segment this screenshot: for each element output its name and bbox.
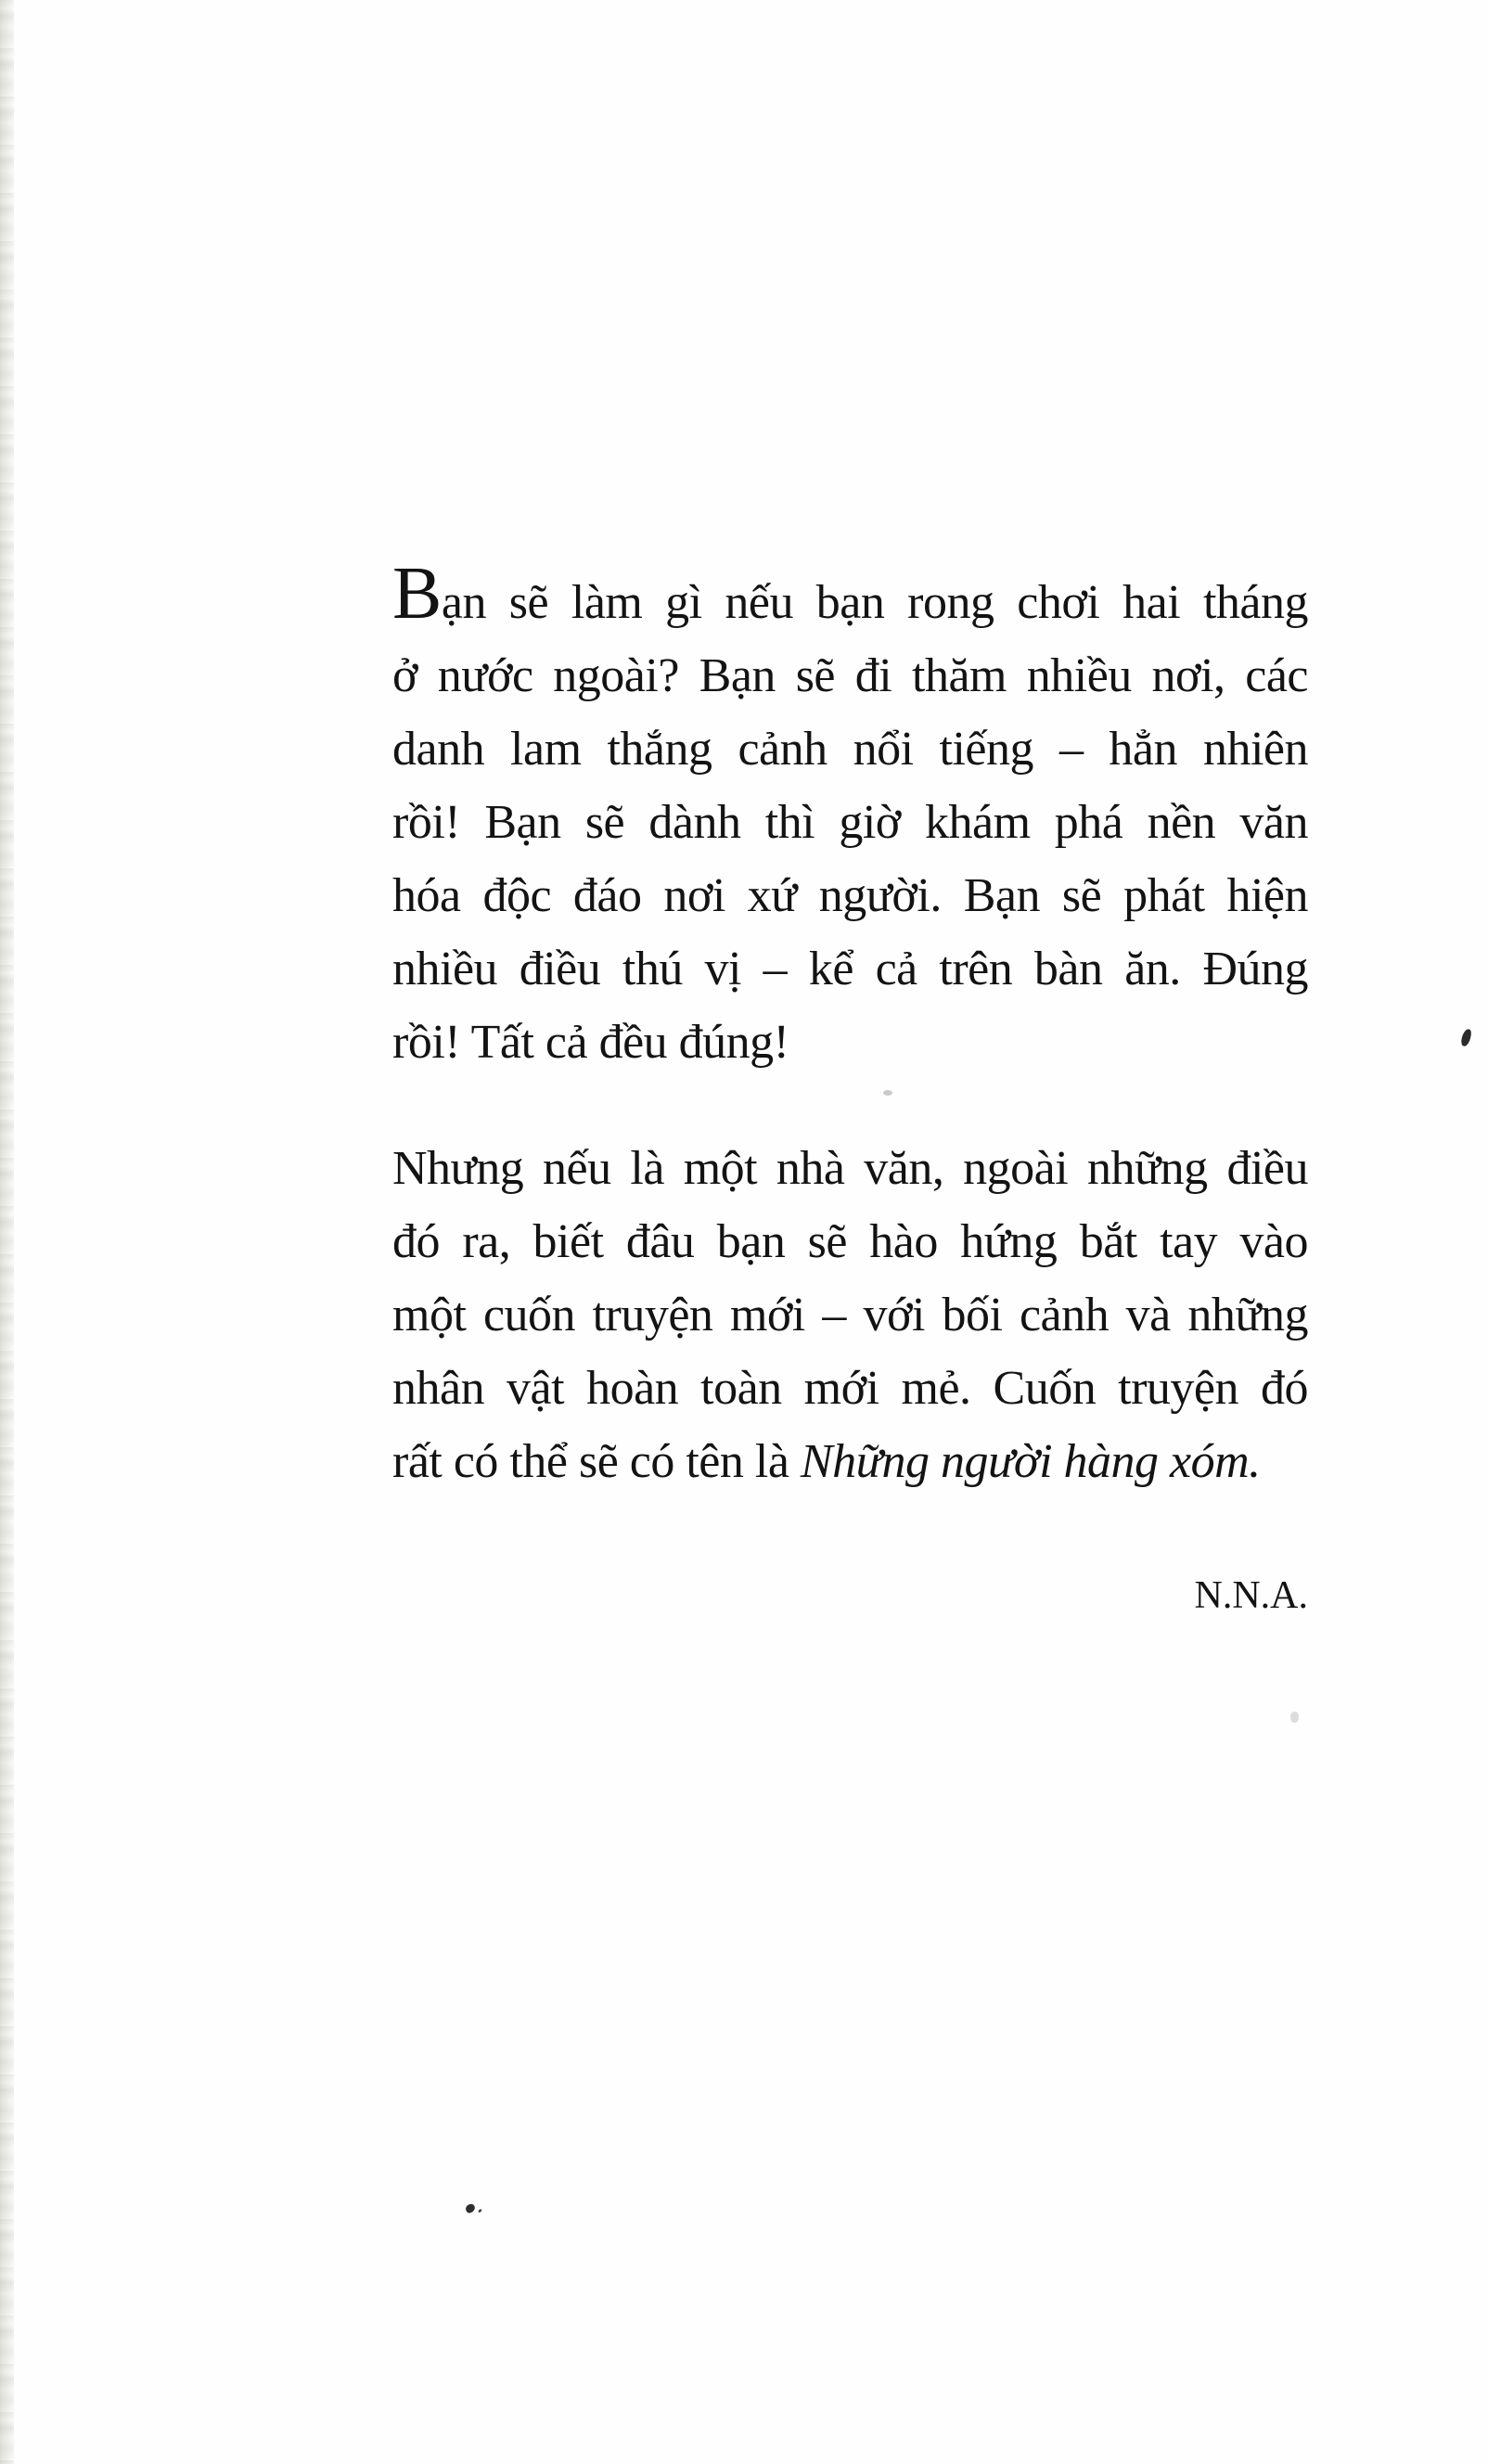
text-line: Nhưng nếu là một nhà văn, ngoài những điều — [392, 1142, 1308, 1195]
book-title-italic: Những người hàng xóm. — [800, 1435, 1261, 1488]
paragraph-2 — [392, 1132, 1308, 1498]
author-initials: N.N.A. — [1194, 1574, 1308, 1617]
scan-speck-bottom-left — [465, 2203, 476, 2214]
text-line — [392, 1425, 1308, 1498]
text-line-content: rất có thể sẽ có tên là — [392, 1435, 801, 1488]
scan-speck-right-margin — [1460, 1028, 1472, 1047]
text-line: danh lam thắng cảnh nổi tiếng – hẳn nhiên — [392, 723, 1308, 776]
scan-speck-below-signature — [1290, 1712, 1299, 1723]
text-line: ở nước ngoài? Bạn sẽ đi thăm nhiều nơi, các — [392, 649, 1308, 702]
text-line: đó ra, biết đâu bạn sẽ hào hứng bắt tay vào — [392, 1215, 1308, 1268]
drop-cap-initial: B — [392, 553, 442, 635]
scan-gutter-band — [0, 0, 14, 2464]
text-line: rồi! Bạn sẽ dành thì giờ khám phá nền văn — [392, 796, 1308, 849]
scan-speck-below-paragraph-1 — [883, 1090, 892, 1096]
text-line: rồi! Tất cả đều đúng! — [392, 1016, 789, 1069]
text-line: hóa độc đáo nơi xứ người. Bạn sẽ phát hiện — [392, 869, 1308, 922]
text-line: nhân vật hoàn toàn mới mẻ. Cuốn truyện đó — [392, 1362, 1308, 1415]
text-line — [392, 553, 1308, 639]
text-line: nhiều điều thú vị – kể cả trên bàn ăn. Đúng — [392, 943, 1308, 995]
text-line-content: ạn sẽ làm gì nếu bạn rong chơi hai tháng — [441, 576, 1308, 629]
paragraph-1 — [392, 553, 1308, 1079]
text-line: một cuốn truyện mới – với bối cảnh và những — [392, 1289, 1308, 1341]
